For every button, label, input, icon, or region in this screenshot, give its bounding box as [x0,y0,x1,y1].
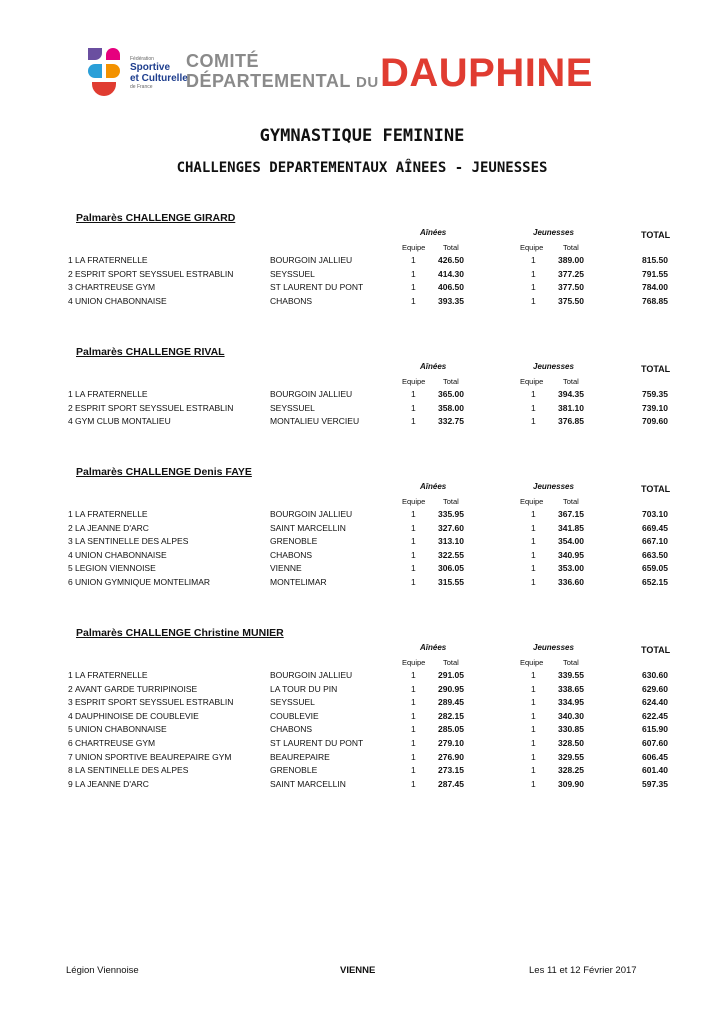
jeunesses-equipe-cell: 1 [531,738,536,748]
grand-total-cell: 624.40 [642,697,668,708]
club-cell: LA FRATERNELLE [75,670,148,680]
jeunesses-total-cell: 330.85 [558,724,584,735]
city-cell: LA TOUR DU PIN [270,683,338,694]
ainees-total-cell: 285.05 [438,724,464,735]
city-cell: BOURGOIN JALLIEU [270,389,353,399]
table-row [0,563,724,576]
ainees-equipe-cell: 1 [411,402,416,413]
city-cell: BOURGOIN JALLIEU [270,509,353,519]
header-jeunesses: Jeunesses [533,228,574,237]
jeunesses-equipe-cell: 1 [531,416,536,427]
ainees-total-cell: 332.75 [438,416,464,427]
table-row [0,550,724,563]
club-cell: AVANT GARDE TURRIPINOISE [75,683,198,694]
city-cell: SAINT MARCELLIN [270,778,346,789]
jeunesses-equipe-cell: 1 [531,670,536,680]
ainees-total-cell: 406.50 [438,282,464,293]
grand-total-cell: 659.05 [642,563,668,574]
jeunesses-total-cell: 353.00 [558,563,584,574]
club-cell: UNION CHABONNAISE [75,549,167,560]
header-ainees-equipe: Equipe [402,497,426,506]
jeunesses-total-cell: 341.85 [558,522,584,533]
rank-cell: 2 [68,268,73,279]
rank-cell: 1 [68,255,73,265]
header-ainees-total: Total [443,377,459,386]
header-ainees-total: Total [443,658,459,667]
jeunesses-total-cell: 329.55 [558,751,584,762]
city-cell: COUBLEVIE [270,710,319,721]
ainees-total-cell: 426.50 [438,255,464,265]
du-word: DU [356,74,379,91]
rank-cell: 2 [68,402,73,413]
table-row [0,523,724,536]
header-jeunesses-equipe: Equipe [520,377,544,386]
ainees-total-cell: 313.10 [438,536,464,547]
club-cell: LA FRATERNELLE [75,255,148,265]
grand-total-cell: 709.60 [642,416,668,427]
rank-cell: 4 [68,295,73,306]
city-cell: MONTELIMAR [270,577,327,587]
ainees-equipe-cell: 1 [411,683,416,694]
rank-cell: 1 [68,389,73,399]
ainees-total-cell: 322.55 [438,549,464,560]
header-jeunesses: Jeunesses [533,482,574,491]
ainees-equipe-cell: 1 [411,295,416,306]
ainees-total-cell: 414.30 [438,268,464,279]
ainees-total-cell: 306.05 [438,563,464,574]
page-subtitle: CHALLENGES DEPARTEMENTAUX AÎNEES - JEUNESSES [176,160,548,176]
rank-cell: 6 [68,577,73,587]
dauphine-text: DAUPHINE [380,51,593,95]
departemental-word: DÉPARTEMENTAL [186,71,351,91]
header-total: TOTAL [641,364,671,374]
section-title: Palmarès CHALLENGE Denis FAYE [76,466,252,478]
header-ainees: Aînées [420,482,447,491]
header-jeunesses-equipe: Equipe [520,658,544,667]
jeunesses-equipe-cell: 1 [531,282,536,293]
grand-total-cell: 606.45 [642,751,668,762]
rank-cell: 7 [68,751,73,762]
ainees-total-cell: 290.95 [438,683,464,694]
rank-cell: 3 [68,697,73,708]
jeunesses-total-cell: 394.35 [558,389,584,399]
rank-cell: 6 [68,738,73,748]
grand-total-cell: 601.40 [642,765,668,776]
grand-total-cell: 768.85 [642,295,668,306]
header-logo [88,46,648,102]
table-row [0,509,724,522]
rank-cell: 8 [68,765,73,776]
jeunesses-equipe-cell: 1 [531,389,536,399]
jeunesses-total-cell: 381.10 [558,402,584,413]
ainees-total-cell: 393.35 [438,295,464,306]
city-cell: ST LAURENT DU PONT [270,282,364,293]
jeunesses-equipe-cell: 1 [531,255,536,265]
header-jeunesses-total: Total [563,497,579,506]
ainees-equipe-cell: 1 [411,536,416,547]
jeunesses-total-cell: 354.00 [558,536,584,547]
ainees-equipe-cell: 1 [411,509,416,519]
table-row [0,403,724,416]
table-row [0,752,724,765]
ainees-equipe-cell: 1 [411,765,416,776]
club-cell: UNION SPORTIVE BEAUREPAIRE GYM [75,751,232,762]
ainees-equipe-cell: 1 [411,549,416,560]
grand-total-cell: 629.60 [642,683,668,694]
jeunesses-equipe-cell: 1 [531,778,536,789]
header-ainees: Aînées [420,228,447,237]
city-cell: SEYSSUEL [270,402,315,413]
club-cell: UNION GYMNIQUE MONTELIMAR [75,577,211,587]
rank-cell: 4 [68,549,73,560]
jeunesses-equipe-cell: 1 [531,522,536,533]
rank-cell: 9 [68,778,73,789]
city-cell: GRENOBLE [270,536,318,547]
club-cell: LA FRATERNELLE [75,509,148,519]
header-ainees-equipe: Equipe [402,658,426,667]
grand-total-cell: 630.60 [642,670,668,680]
ainees-equipe-cell: 1 [411,389,416,399]
table-row [0,738,724,751]
rank-cell: 1 [68,670,73,680]
city-cell: BOURGOIN JALLIEU [270,670,353,680]
jeunesses-equipe-cell: 1 [531,268,536,279]
fed-line-1: Fédération [130,56,154,62]
jeunesses-total-cell: 340.30 [558,710,584,721]
ainees-equipe-cell: 1 [411,778,416,789]
header-jeunesses-equipe: Equipe [520,243,544,252]
ainees-total-cell: 291.05 [438,670,464,680]
ainees-total-cell: 279.10 [438,738,464,748]
ainees-equipe-cell: 1 [411,268,416,279]
ainees-equipe-cell: 1 [411,697,416,708]
ainees-equipe-cell: 1 [411,710,416,721]
table-row [0,684,724,697]
club-cell: ESPRIT SPORT SEYSSUEL ESTRABLIN [75,402,234,413]
header-jeunesses-total: Total [563,243,579,252]
city-cell: BEAUREPAIRE [270,751,330,762]
rank-cell: 2 [68,522,73,533]
federation-name [130,56,188,90]
comite-text: COMITÉ [186,51,259,71]
ainees-equipe-cell: 1 [411,255,416,265]
header-jeunesses-total: Total [563,377,579,386]
city-cell: CHABONS [270,549,313,560]
grand-total-cell: 815.50 [642,255,668,265]
ainees-equipe-cell: 1 [411,563,416,574]
header-ainees-total: Total [443,243,459,252]
grand-total-cell: 739.10 [642,402,668,413]
table-row [0,389,724,402]
jeunesses-equipe-cell: 1 [531,536,536,547]
rank-cell: 5 [68,724,73,735]
header-ainees-equipe: Equipe [402,243,426,252]
club-cell: ESPRIT SPORT SEYSSUEL ESTRABLIN [75,268,234,279]
grand-total-cell: 615.90 [642,724,668,735]
club-cell: ESPRIT SPORT SEYSSUEL ESTRABLIN [75,697,234,708]
fed-line-4: de France [130,84,153,90]
club-cell: LA JEANNE D'ARC [75,778,149,789]
grand-total-cell: 607.60 [642,738,668,748]
grand-total-cell: 667.10 [642,536,668,547]
header-total: TOTAL [641,230,671,240]
ainees-equipe-cell: 1 [411,670,416,680]
ainees-total-cell: 365.00 [438,389,464,399]
footer-left: Légion Viennoise [66,965,139,976]
footer-center: VIENNE [340,965,376,976]
city-cell: SEYSSUEL [270,268,315,279]
table-row [0,282,724,295]
header-jeunesses-total: Total [563,658,579,667]
jeunesses-equipe-cell: 1 [531,577,536,587]
club-cell: CHARTREUSE GYM [75,738,156,748]
city-cell: GRENOBLE [270,765,318,776]
section-title: Palmarès CHALLENGE GIRARD [76,212,236,224]
table-row [0,765,724,778]
header-jeunesses: Jeunesses [533,362,574,371]
club-cell: LA SENTINELLE DES ALPES [75,765,189,776]
jeunesses-total-cell: 328.50 [558,738,584,748]
jeunesses-total-cell: 340.95 [558,549,584,560]
section-title: Palmarès CHALLENGE Christine MUNIER [76,627,284,639]
ainees-total-cell: 327.60 [438,522,464,533]
jeunesses-total-cell: 367.15 [558,509,584,519]
jeunesses-equipe-cell: 1 [531,710,536,721]
ainees-equipe-cell: 1 [411,522,416,533]
rank-cell: 4 [68,416,73,427]
table-row [0,670,724,683]
rank-cell: 3 [68,282,73,293]
grand-total-cell: 784.00 [642,282,668,293]
jeunesses-equipe-cell: 1 [531,549,536,560]
table-row [0,724,724,737]
ainees-equipe-cell: 1 [411,577,416,587]
jeunesses-total-cell: 377.25 [558,268,584,279]
header-ainees-equipe: Equipe [402,377,426,386]
ainees-equipe-cell: 1 [411,738,416,748]
departemental-text [186,70,379,94]
ainees-total-cell: 273.15 [438,765,464,776]
club-cell: UNION CHABONNAISE [75,724,167,735]
table-row [0,269,724,282]
city-cell: BOURGOIN JALLIEU [270,255,353,265]
jeunesses-total-cell: 389.00 [558,255,584,265]
city-cell: CHABONS [270,295,313,306]
fscf-logo-icon [88,48,124,98]
city-cell: SAINT MARCELLIN [270,522,346,533]
club-cell: CHARTREUSE GYM [75,282,156,293]
ainees-total-cell: 287.45 [438,778,464,789]
fed-line-2: Sportive [130,62,171,73]
section-title: Palmarès CHALLENGE RIVAL [76,346,225,358]
page-title: GYMNASTIQUE FEMININE [259,126,465,146]
city-cell: ST LAURENT DU PONT [270,738,364,748]
jeunesses-equipe-cell: 1 [531,683,536,694]
fed-line-3: et Culturelle [130,73,188,84]
ainees-equipe-cell: 1 [411,724,416,735]
rank-cell: 5 [68,563,73,574]
city-cell: VIENNE [270,563,302,574]
city-cell: SEYSSUEL [270,697,315,708]
header-ainees-total: Total [443,497,459,506]
ainees-total-cell: 335.95 [438,509,464,519]
ainees-total-cell: 289.45 [438,697,464,708]
table-row [0,255,724,268]
jeunesses-equipe-cell: 1 [531,295,536,306]
club-cell: DAUPHINOISE DE COUBLEVIE [75,710,199,721]
table-row [0,779,724,792]
jeunesses-equipe-cell: 1 [531,751,536,762]
jeunesses-total-cell: 375.50 [558,295,584,306]
jeunesses-total-cell: 376.85 [558,416,584,427]
rank-cell: 1 [68,509,73,519]
jeunesses-total-cell: 336.60 [558,577,584,587]
table-row [0,296,724,309]
header-jeunesses: Jeunesses [533,643,574,652]
club-cell: LA FRATERNELLE [75,389,148,399]
jeunesses-total-cell: 377.50 [558,282,584,293]
jeunesses-equipe-cell: 1 [531,563,536,574]
jeunesses-total-cell: 338.65 [558,683,584,694]
grand-total-cell: 622.45 [642,710,668,721]
header-ainees: Aînées [420,643,447,652]
grand-total-cell: 597.35 [642,778,668,789]
footer-right: Les 11 et 12 Février 2017 [529,965,637,976]
ainees-total-cell: 276.90 [438,751,464,762]
grand-total-cell: 652.15 [642,577,668,587]
city-cell: CHABONS [270,724,313,735]
jeunesses-equipe-cell: 1 [531,765,536,776]
ainees-total-cell: 358.00 [438,402,464,413]
table-row [0,536,724,549]
table-row [0,711,724,724]
jeunesses-total-cell: 339.55 [558,670,584,680]
club-cell: LA JEANNE D'ARC [75,522,149,533]
header-ainees: Aînées [420,362,447,371]
club-cell: LEGION VIENNOISE [75,563,156,574]
grand-total-cell: 669.45 [642,522,668,533]
grand-total-cell: 703.10 [642,509,668,519]
club-cell: LA SENTINELLE DES ALPES [75,536,189,547]
ainees-total-cell: 282.15 [438,710,464,721]
city-cell: MONTALIEU VERCIEU [270,416,360,427]
jeunesses-total-cell: 328.25 [558,765,584,776]
club-cell: GYM CLUB MONTALIEU [75,416,171,427]
ainees-total-cell: 315.55 [438,577,464,587]
jeunesses-equipe-cell: 1 [531,697,536,708]
rank-cell: 3 [68,536,73,547]
grand-total-cell: 759.35 [642,389,668,399]
ainees-equipe-cell: 1 [411,416,416,427]
ainees-equipe-cell: 1 [411,282,416,293]
jeunesses-total-cell: 334.95 [558,697,584,708]
header-jeunesses-equipe: Equipe [520,497,544,506]
rank-cell: 2 [68,683,73,694]
jeunesses-equipe-cell: 1 [531,509,536,519]
rank-cell: 4 [68,710,73,721]
club-cell: UNION CHABONNAISE [75,295,167,306]
jeunesses-equipe-cell: 1 [531,402,536,413]
ainees-equipe-cell: 1 [411,751,416,762]
table-row [0,577,724,590]
table-row [0,416,724,429]
jeunesses-total-cell: 309.90 [558,778,584,789]
jeunesses-equipe-cell: 1 [531,724,536,735]
grand-total-cell: 791.55 [642,268,668,279]
header-total: TOTAL [641,645,671,655]
header-total: TOTAL [641,484,671,494]
grand-total-cell: 663.50 [642,549,668,560]
table-row [0,697,724,710]
